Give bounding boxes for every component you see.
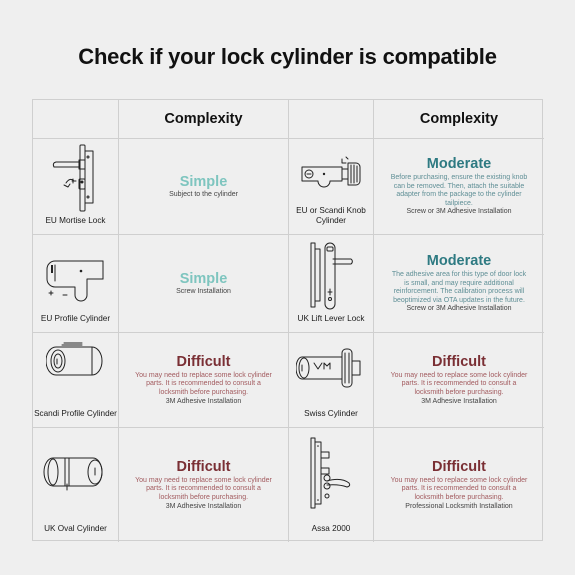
- mortise-lock-icon: [46, 143, 106, 213]
- complexity-cell: [374, 333, 544, 428]
- complexity-level: Simple: [179, 173, 228, 190]
- complexity-level: Difficult: [432, 458, 486, 475]
- lock-cell: [289, 139, 374, 235]
- compatibility-table: [32, 99, 543, 541]
- lock-name: EU or Scandi Knob Cylinder: [296, 206, 366, 225]
- installation-method: 3M Adhesive Installation: [165, 502, 242, 510]
- lock-name: UK Oval Cylinder: [44, 524, 107, 533]
- complexity-level: Difficult: [176, 353, 231, 370]
- installation-method: Screw or 3M Adhesive Installation: [406, 305, 512, 313]
- complexity-cell: [374, 428, 544, 542]
- complexity-description: You may need to replace some lock cylinder parts. It is recommended to consult a locksmith before purchasing.: [390, 371, 528, 396]
- complexity-level: Moderate: [426, 156, 492, 173]
- complexity-description: You may need to replace some lock cylinder parts. It is recommended to consult a locksmith before purchasing.: [390, 476, 528, 501]
- lock-cell: [289, 235, 374, 333]
- header-complexity-1: Complexity: [119, 100, 289, 139]
- header-complexity-2: Complexity: [374, 100, 544, 139]
- lock-cell: [289, 428, 374, 542]
- complexity-description: The adhesive area for this type of door lock is small, and may require additional reinforcement. The calibration process will beoptimized via OTA updates in the future.: [391, 271, 527, 304]
- lock-cell: [33, 428, 119, 542]
- lever-lock-icon: [301, 239, 361, 314]
- lock-cell: [33, 139, 119, 235]
- installation-method: Screw or 3M Adhesive Installation: [406, 208, 512, 216]
- header-empty-1: [33, 100, 119, 139]
- lock-name: EU Mortise Lock: [45, 216, 106, 225]
- assa-lock-icon: [301, 434, 361, 514]
- scandi-cylinder-icon: [46, 339, 106, 394]
- lock-cell: [33, 235, 119, 333]
- lock-name: Swiss Cylinder: [304, 409, 358, 418]
- page-title: Check if your lock cylinder is compatible: [78, 44, 497, 69]
- lock-cell: [289, 333, 374, 428]
- complexity-cell: [119, 428, 289, 542]
- complexity-description: Before purchasing, ensure the existing knob can be removed. Then, attach the suitable adapter from the package to the cylinder tailpiece.: [390, 174, 528, 207]
- lock-name: UK Lift Lever Lock: [297, 314, 365, 323]
- lock-name: EU Profile Cylinder: [40, 314, 111, 323]
- complexity-cell: [119, 333, 289, 428]
- oval-cylinder-icon: [43, 450, 109, 505]
- profile-cylinder-icon: [41, 253, 111, 313]
- installation-method: Screw Installation: [176, 287, 231, 295]
- header-empty-2: [289, 100, 374, 139]
- complexity-cell: [374, 139, 544, 235]
- complexity-cell: [119, 235, 289, 333]
- knob-cylinder-icon: [296, 145, 366, 205]
- installation-method: Subject to the cylinder: [169, 190, 238, 198]
- complexity-level: Difficult: [176, 458, 231, 475]
- lock-cell: [33, 333, 119, 428]
- complexity-description: You may need to replace some lock cylinder parts. It is recommended to consult a locksmith before purchasing.: [135, 476, 272, 501]
- installation-method: 3M Adhesive Installation: [165, 397, 242, 405]
- complexity-cell: [374, 235, 544, 333]
- complexity-cell: [119, 139, 289, 235]
- complexity-level: Difficult: [432, 353, 486, 370]
- complexity-level: Simple: [179, 270, 228, 287]
- complexity-level: Moderate: [426, 253, 492, 270]
- lock-name: Assa 2000: [311, 524, 351, 533]
- installation-method: Professional Locksmith Installation: [405, 502, 513, 510]
- installation-method: 3M Adhesive Installation: [421, 397, 497, 405]
- complexity-description: You may need to replace some lock cylinder parts. It is recommended to consult a locksmith before purchasing.: [135, 371, 272, 396]
- swiss-cylinder-icon: [296, 343, 366, 398]
- lock-name: Scandi Profile Cylinder: [34, 409, 117, 418]
